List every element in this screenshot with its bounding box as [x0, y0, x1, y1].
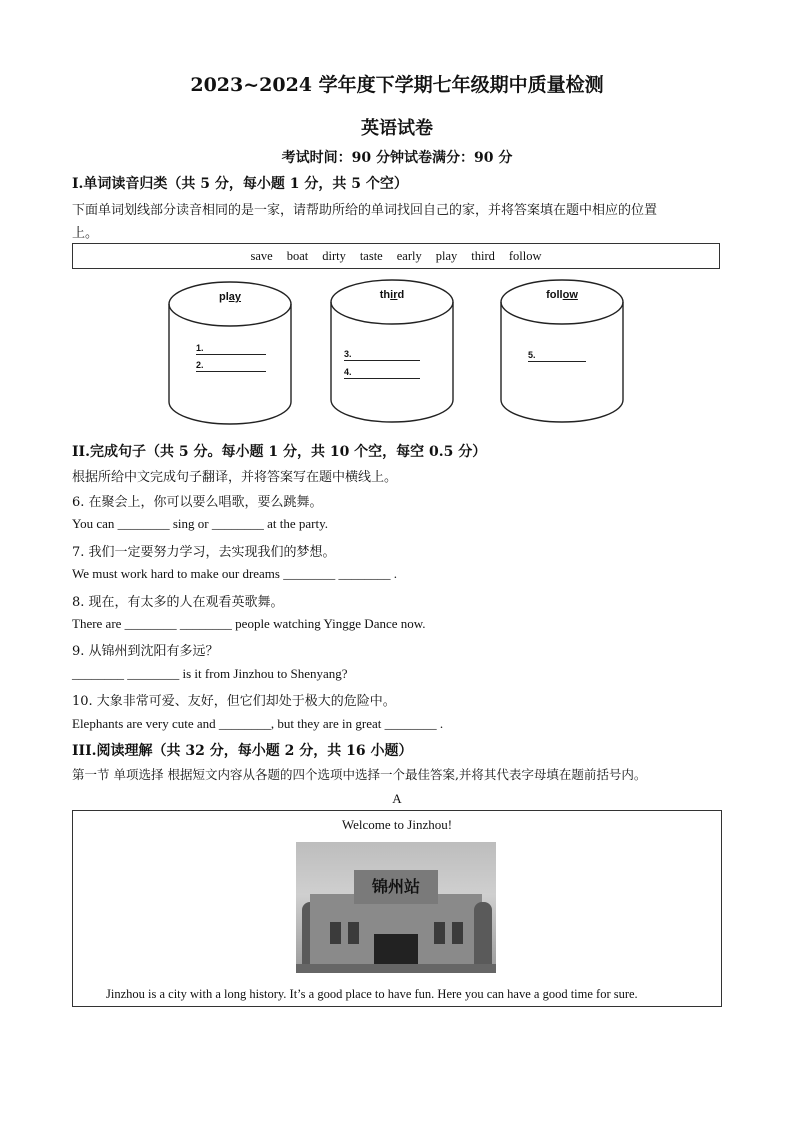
section2-instruction: 根据所给中文完成句子翻译，并将答案写在题中横线上。 — [72, 470, 398, 485]
answer-blank-3[interactable]: 3. — [344, 349, 420, 361]
jinzhou-station-photo — [296, 842, 496, 973]
window-shape — [452, 922, 463, 944]
sound-cylinder-follow — [500, 278, 624, 420]
station-sign: 锦州站 — [354, 870, 438, 904]
passage-title: Welcome to Jinzhou! — [341, 817, 453, 832]
question-9-en[interactable]: ________ ________ is it from Jinzhou to Shenyang? — [72, 666, 348, 681]
cylinder-head-word: play — [218, 291, 242, 303]
question-8-en[interactable]: There are ________ ________ people watching Yingge Dance now. — [72, 616, 426, 631]
section1-instruction: 下面单词划线部分读音相同的是一家，请帮助所给的单词找回自己的家，并将答案填在题中相应的位置 — [72, 203, 658, 218]
passage-text: Jinzhou is a city with a long history. It’s a good place to have fun. Here you can have a good time for sure. — [106, 987, 638, 1001]
cylinder-head-word: follow — [546, 289, 578, 301]
answer-blank-2[interactable]: 2. — [196, 360, 266, 372]
question-6-cn: 6. 在聚会上，你可以要么唱歌，要么跳舞。 — [72, 495, 323, 510]
word-item: taste — [359, 248, 383, 263]
window-shape — [348, 922, 359, 944]
word-item: third — [471, 248, 495, 263]
question-10-en[interactable]: Elephants are very cute and ________, but they are in great ________ . — [72, 716, 444, 731]
window-shape — [330, 922, 341, 944]
word-item: follow — [508, 248, 542, 263]
section2-heading: II.完成句子（共 5 分。每小题 1 分，共 10 个空，每空 0.5 分） — [72, 444, 487, 460]
word-bank — [72, 243, 720, 269]
section3-instruction: 第一节 单项选择 根据短文内容从各题的四个选项中选择一个最佳答案,并将其代表字母填在题前括号内。 — [72, 767, 647, 782]
word-item: dirty — [322, 248, 346, 263]
word-item: save — [250, 248, 273, 263]
answer-blank-5[interactable]: 5. — [528, 350, 586, 362]
question-7-cn: 7. 我们一定要努力学习，去实现我们的梦想。 — [72, 545, 336, 560]
section3-heading: III.阅读理解（共 32 分，每小题 2 分，共 16 小题） — [72, 743, 413, 759]
exam-time-info: 考试时间：90 分钟试卷满分：90 分 — [281, 150, 513, 166]
exam-subtitle: 英语试卷 — [361, 118, 433, 139]
exam-title: 2023~2024 学年度下学期七年级期中质量检测 — [190, 74, 604, 96]
passage-label: A — [392, 791, 402, 806]
word-item: boat — [286, 248, 309, 263]
question-10-cn: 10. 大象非常可爱、友好，但它们却处于极大的危险中。 — [72, 694, 396, 709]
sound-cylinder-third — [330, 278, 454, 420]
word-item: play — [435, 248, 458, 263]
tree-shape — [474, 902, 492, 972]
answer-blank-1[interactable]: 1. — [196, 343, 266, 355]
sound-cylinder-play — [168, 280, 292, 422]
cylinder-head-word: third — [379, 289, 405, 301]
question-7-en[interactable]: We must work hard to make our dreams ________ ________ . — [72, 566, 397, 581]
question-9-cn: 9. 从锦州到沈阳有多远？ — [72, 644, 219, 659]
section1-heading: I.单词读音归类（共 5 分，每小题 1 分，共 5 个空） — [72, 176, 408, 192]
question-8-cn: 8. 现在，有太多的人在观看英歌舞。 — [72, 595, 284, 610]
section1-instruction-cont: 上。 — [72, 226, 99, 241]
word-item: early — [396, 248, 422, 263]
ground-shape — [296, 964, 496, 973]
question-6-en[interactable]: You can ________ sing or ________ at the party. — [72, 516, 329, 531]
answer-blank-4[interactable]: 4. — [344, 367, 420, 379]
window-shape — [434, 922, 445, 944]
